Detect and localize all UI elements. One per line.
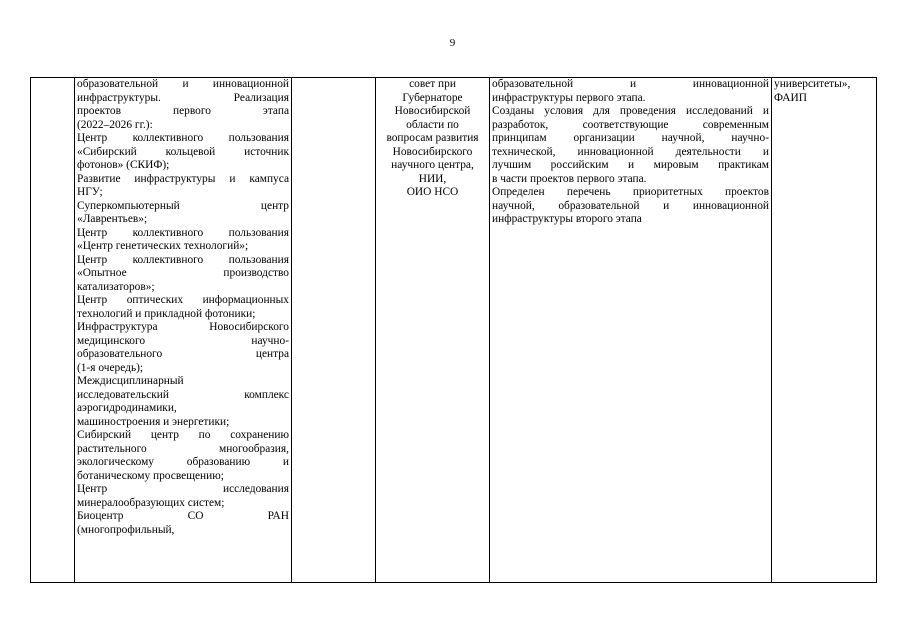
text-line: технологий и прикладной фотоники; (77, 307, 256, 320)
text-line: «Сибирский кольцевой источник (77, 145, 289, 158)
text-line: инфраструктуры первого этапа. (492, 91, 646, 104)
text-line: Суперкомпьютерный центр (77, 199, 289, 212)
text-line: инфраструктуры. Реализация (77, 91, 289, 104)
table-row (31, 78, 877, 583)
text-line: Определен перечень приоритетных проектов (492, 186, 769, 198)
text-line: Новосибирского (392, 145, 473, 158)
text-line: Центр оптических информационных (77, 294, 289, 306)
text-line: Новосибирской (394, 105, 471, 117)
text-line: «Лаврентьев»; (77, 213, 148, 225)
text-line: инфраструктуры второго этапа (492, 213, 642, 225)
cell-sources (772, 78, 877, 583)
text-line: Центр коллективного пользования (77, 226, 289, 239)
text-line: (1-я очередь); (77, 361, 144, 374)
activities-text (77, 78, 289, 537)
text-line: лучшим российским и мировым практикам (492, 159, 769, 171)
plan-table (30, 77, 877, 583)
text-line: (многопрофильный, (77, 523, 175, 536)
text-line: экологическому образованию и (77, 456, 289, 468)
text-line: растительного многообразия, (77, 442, 289, 455)
sources-text (774, 78, 874, 105)
cell-activities (75, 78, 292, 583)
text-line: Центр коллективного пользования (77, 253, 289, 266)
text-line: машиностроения и энергетики; (77, 415, 230, 428)
text-line: образовательного центра (77, 348, 289, 360)
text-line: Созданы условия для проведения исследований и (492, 105, 769, 117)
text-line: ботаническому просвещению; (77, 469, 224, 482)
cell-deadline (292, 78, 376, 583)
text-line: Сибирский центр по сохранению (77, 429, 289, 441)
text-line: Развитие инфраструктуры и кампуса (77, 172, 289, 185)
text-line: вопросам развития (386, 132, 479, 144)
text-line: принципам организации научной, научно- (492, 132, 769, 144)
text-line: Инфраструктура Новосибирского (77, 321, 289, 333)
text-line: Губернаторе (402, 91, 463, 104)
text-line: «Центр генетических технологий»; (77, 240, 249, 252)
text-line: разработок, соответствующие современным (492, 118, 769, 131)
executors-text (378, 78, 487, 200)
text-line: минералообразующих систем; (77, 496, 225, 509)
cell-results (490, 78, 772, 583)
cell-executors (376, 78, 490, 583)
text-line: НГУ; (77, 186, 103, 198)
text-line: ОИО НСО (406, 186, 459, 198)
text-line: области по (406, 118, 459, 131)
text-line: технической, инновационной деятельности и (492, 145, 769, 158)
text-line: совет при (409, 78, 456, 90)
text-line: НИИ, (418, 172, 447, 185)
text-line: научной, образовательной и инновационной (492, 199, 769, 212)
page-number: 9 (449, 37, 456, 49)
text-line: (2022–2026 гг.): (77, 118, 153, 131)
text-line: Биоцентр СО РАН (77, 510, 289, 522)
cell-number (31, 78, 75, 583)
text-line: ФАИП (774, 91, 807, 104)
text-line: Центр исследования (77, 483, 289, 495)
text-line: «Опытное производство (77, 267, 289, 279)
text-line: аэрогидродинамики, (77, 402, 177, 414)
text-line: Центр коллективного пользования (77, 132, 289, 144)
text-line: исследовательский комплекс (77, 388, 289, 401)
text-line: в части проектов первого этапа. (492, 172, 647, 185)
text-line: фотонов» (СКИФ); (77, 159, 170, 171)
results-text (492, 78, 769, 227)
text-line: научного центра, (391, 159, 474, 171)
text-line: катализаторов»; (77, 280, 155, 293)
text-line: образовательной и инновационной (77, 78, 289, 90)
text-line: медицинского научно- (77, 334, 289, 347)
text-line: университеты», (774, 78, 851, 90)
text-line: проектов первого этапа (77, 105, 289, 117)
text-line: образовательной и инновационной (492, 78, 769, 90)
text-line: Междисциплинарный (77, 375, 184, 387)
